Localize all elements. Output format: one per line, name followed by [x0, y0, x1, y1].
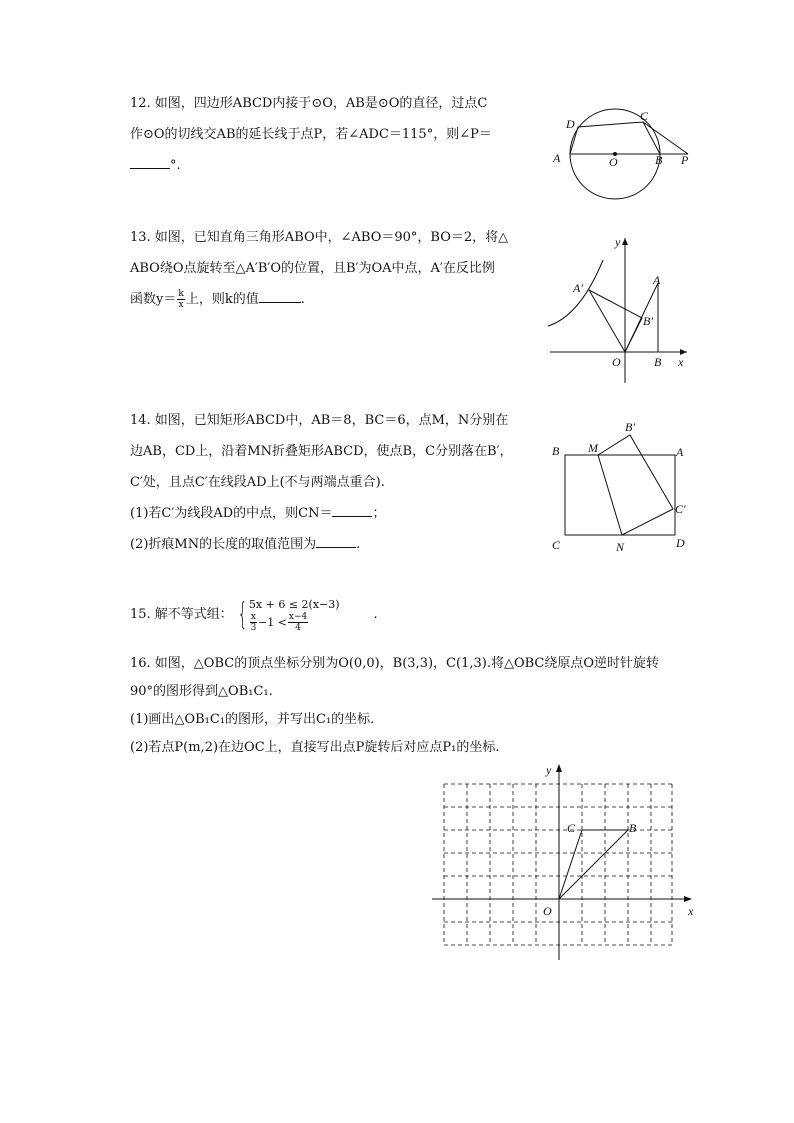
- q13-line-1: 13. 如图，已知直角三角形ABO中，∠ABO＝90°，BO＝2，将△: [130, 230, 509, 245]
- label-D: D: [676, 536, 685, 550]
- answer-blank[interactable]: [332, 502, 372, 517]
- question-12: [130, 88, 492, 181]
- label-C: C: [567, 821, 576, 835]
- label-x: x: [678, 355, 684, 369]
- q16-line-1: 16. 如图，△OBC的顶点坐标分别为O(0,0)，B(3,3)，C(1,3).将△OBC绕原点O逆时针旋转: [130, 656, 660, 671]
- label-N: N: [616, 540, 625, 554]
- q16-line-2: 90°的图形得到△OB₁C₁.: [130, 684, 273, 699]
- figure-13-coordinate: [545, 228, 695, 388]
- label-y: y: [546, 763, 552, 777]
- label-O: O: [612, 355, 621, 369]
- inequality-system: { 5x + 6 ≤ 2(x−3) $\frac{x}{3}$ −1 < $\frac{x-4}{4}$: [237, 597, 340, 633]
- inequality-1: 5x + 6 ≤ 2(x−3): [248, 598, 340, 611]
- figure-12-circle: [545, 100, 705, 205]
- q14-line-5: (2)折痕MN的长度的取值范围为 .: [130, 529, 513, 560]
- label-M: M: [588, 441, 598, 455]
- q14-line-2: 边AB，CD上，沿着MN折叠矩形ABCD，使点B，C分别落在B′，: [130, 444, 513, 459]
- q16-line-3: (1)画出△OB₁C₁的图形，并写出C₁的坐标.: [130, 712, 375, 727]
- q16-line-4: (2)若点P(m,2)在边OC上，直接写出点P旋转后对应点P₁的坐标.: [130, 740, 500, 755]
- fraction-k-over-x: $\frac{k}{x}$: [178, 289, 184, 310]
- label-A-prime: A′: [573, 281, 583, 295]
- label-B: B: [629, 821, 637, 835]
- label-O: O: [609, 155, 618, 169]
- label-C: C: [552, 538, 561, 552]
- label-x: x: [688, 904, 694, 918]
- figure-16-grid: [430, 760, 700, 965]
- q12-line-1: 12. 如图，四边形ABCD内接于⊙O，AB是⊙O的直径，过点C: [130, 96, 488, 111]
- label-A: A: [676, 445, 684, 459]
- q14-line-4: (1)若C′为线段AD的中点，则CN＝ ；: [130, 498, 513, 529]
- label-B-prime: B′: [625, 420, 635, 434]
- answer-blank[interactable]: [130, 154, 170, 169]
- label-P: P: [681, 153, 689, 167]
- question-16: [130, 650, 659, 762]
- q13-line-3: 函数y＝ $\frac{k}{x}$ 上，则k的值 .: [130, 289, 305, 310]
- q12-line-3: °.: [130, 150, 492, 181]
- label-y: y: [615, 235, 621, 249]
- label-C-prime: C′: [675, 502, 686, 516]
- label-B: B: [655, 153, 663, 167]
- label-A: A: [553, 151, 561, 165]
- q14-line-1: 14. 如图，已知矩形ABCD中，AB＝8，BC＝6，点M，N分别在: [130, 413, 509, 428]
- q13-line-2: ABO绕O点旋转至△A′B′O的位置，且B′为OA中点，A′在反比例: [130, 261, 495, 276]
- q12-line-2: 作⊙O的切线交AB的延长线于点P，若∠ADC＝115°，则∠P＝: [130, 127, 492, 142]
- label-D: D: [566, 117, 575, 131]
- answer-blank[interactable]: [259, 288, 301, 303]
- label-A: A: [653, 273, 661, 287]
- answer-blank[interactable]: [316, 533, 356, 548]
- inequality-2: $\frac{x}{3}$ −1 < $\frac{x-4}{4}$: [250, 612, 308, 633]
- label-B: B: [654, 355, 662, 369]
- question-13: [130, 222, 508, 315]
- label-B-prime: B′: [643, 314, 653, 328]
- q15-line: 15. 解不等式组： { 5x + 6 ≤ 2(x−3) $\frac{x}{3}$ −1 < $\frac{x-4}{4}$ .: [130, 597, 378, 633]
- label-O: O: [543, 904, 552, 918]
- label-C: C: [640, 109, 649, 123]
- label-B: B: [552, 444, 560, 458]
- question-14: [130, 405, 513, 560]
- question-15: [130, 597, 378, 633]
- figure-14-rectangle: [545, 415, 700, 560]
- q14-line-3: C′处，且点C′在线段AD上(不与两端点重合).: [130, 475, 385, 490]
